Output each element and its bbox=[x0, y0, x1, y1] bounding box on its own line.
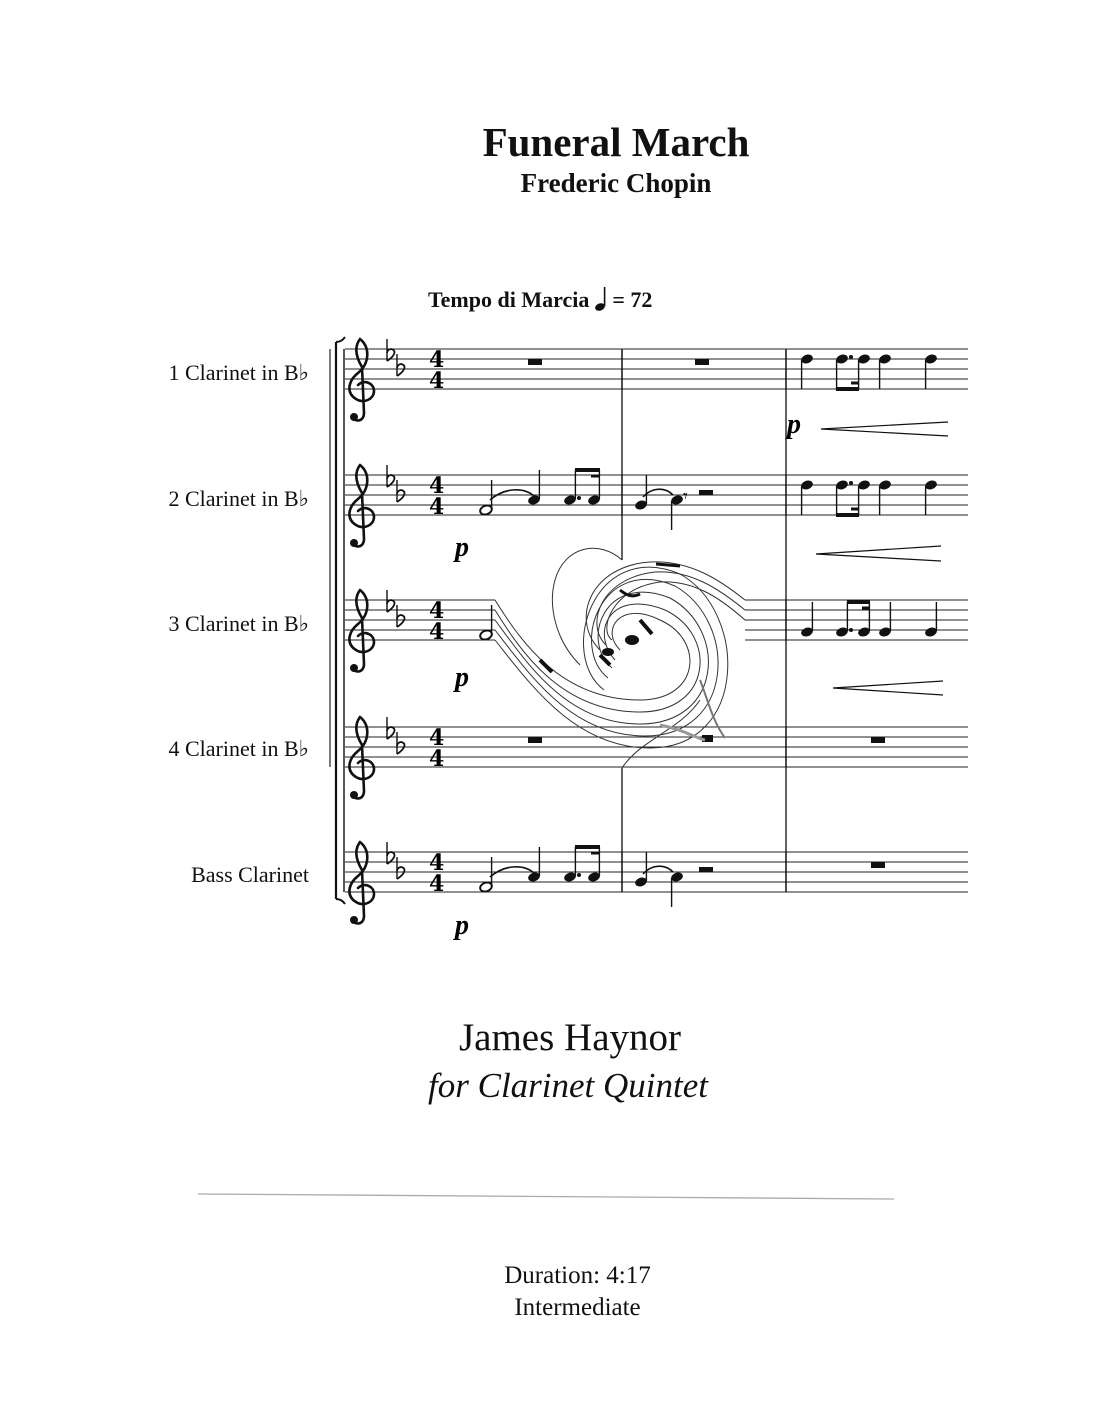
tempo-value: = 72 bbox=[612, 287, 653, 312]
staff-clarinet-1 bbox=[345, 339, 968, 440]
dynamic-piano: p bbox=[455, 910, 469, 941]
svg-text:4: 4 bbox=[429, 473, 445, 499]
duration-text: Duration: 4:17 bbox=[504, 1262, 651, 1289]
dynamic-piano: p bbox=[455, 532, 469, 563]
hairpin bbox=[816, 546, 941, 561]
instrument-label-clarinet-1: 1 Clarinet in B♭ bbox=[168, 360, 309, 385]
staff-clarinet-4 bbox=[345, 717, 968, 799]
svg-text:4: 4 bbox=[429, 598, 445, 624]
instrument-label-bass-clarinet: Bass Clarinet bbox=[191, 862, 309, 887]
difficulty-level: Intermediate bbox=[514, 1294, 641, 1321]
time-sig-top: 4 bbox=[429, 347, 445, 373]
instrument-label-clarinet-3: 3 Clarinet in B♭ bbox=[168, 611, 309, 636]
tempo-text: Tempo di Marcia bbox=[428, 287, 590, 312]
whole-rest bbox=[695, 359, 709, 365]
whole-rest bbox=[528, 359, 542, 365]
piece-title: Funeral March bbox=[482, 119, 750, 165]
hairpin bbox=[821, 422, 948, 436]
hairpin bbox=[833, 681, 943, 695]
staff-clarinet-2 bbox=[345, 465, 968, 563]
staff-bass-clarinet bbox=[345, 842, 968, 941]
svg-text:4: 4 bbox=[429, 619, 445, 645]
instrumentation-subtitle: for Clarinet Quintet bbox=[428, 1066, 708, 1105]
svg-text:4: 4 bbox=[429, 871, 445, 897]
svg-text:4: 4 bbox=[429, 494, 445, 520]
staff-system bbox=[330, 337, 968, 941]
dynamic-piano: p bbox=[787, 409, 801, 440]
staff-clarinet-3 bbox=[345, 590, 968, 695]
svg-text:4: 4 bbox=[429, 725, 445, 751]
svg-text:4: 4 bbox=[429, 850, 445, 876]
svg-text:𝄾: 𝄾 bbox=[683, 486, 688, 507]
svg-text:4: 4 bbox=[429, 746, 445, 772]
instrument-label-clarinet-2: 2 Clarinet in B♭ bbox=[168, 486, 309, 511]
dynamic-piano: p bbox=[455, 662, 469, 693]
composer-name: Frederic Chopin bbox=[520, 168, 712, 198]
arranger-name: James Haynor bbox=[458, 1016, 682, 1059]
time-sig-bottom: 4 bbox=[429, 368, 445, 394]
instrument-label-clarinet-4: 4 Clarinet in B♭ bbox=[168, 736, 309, 761]
